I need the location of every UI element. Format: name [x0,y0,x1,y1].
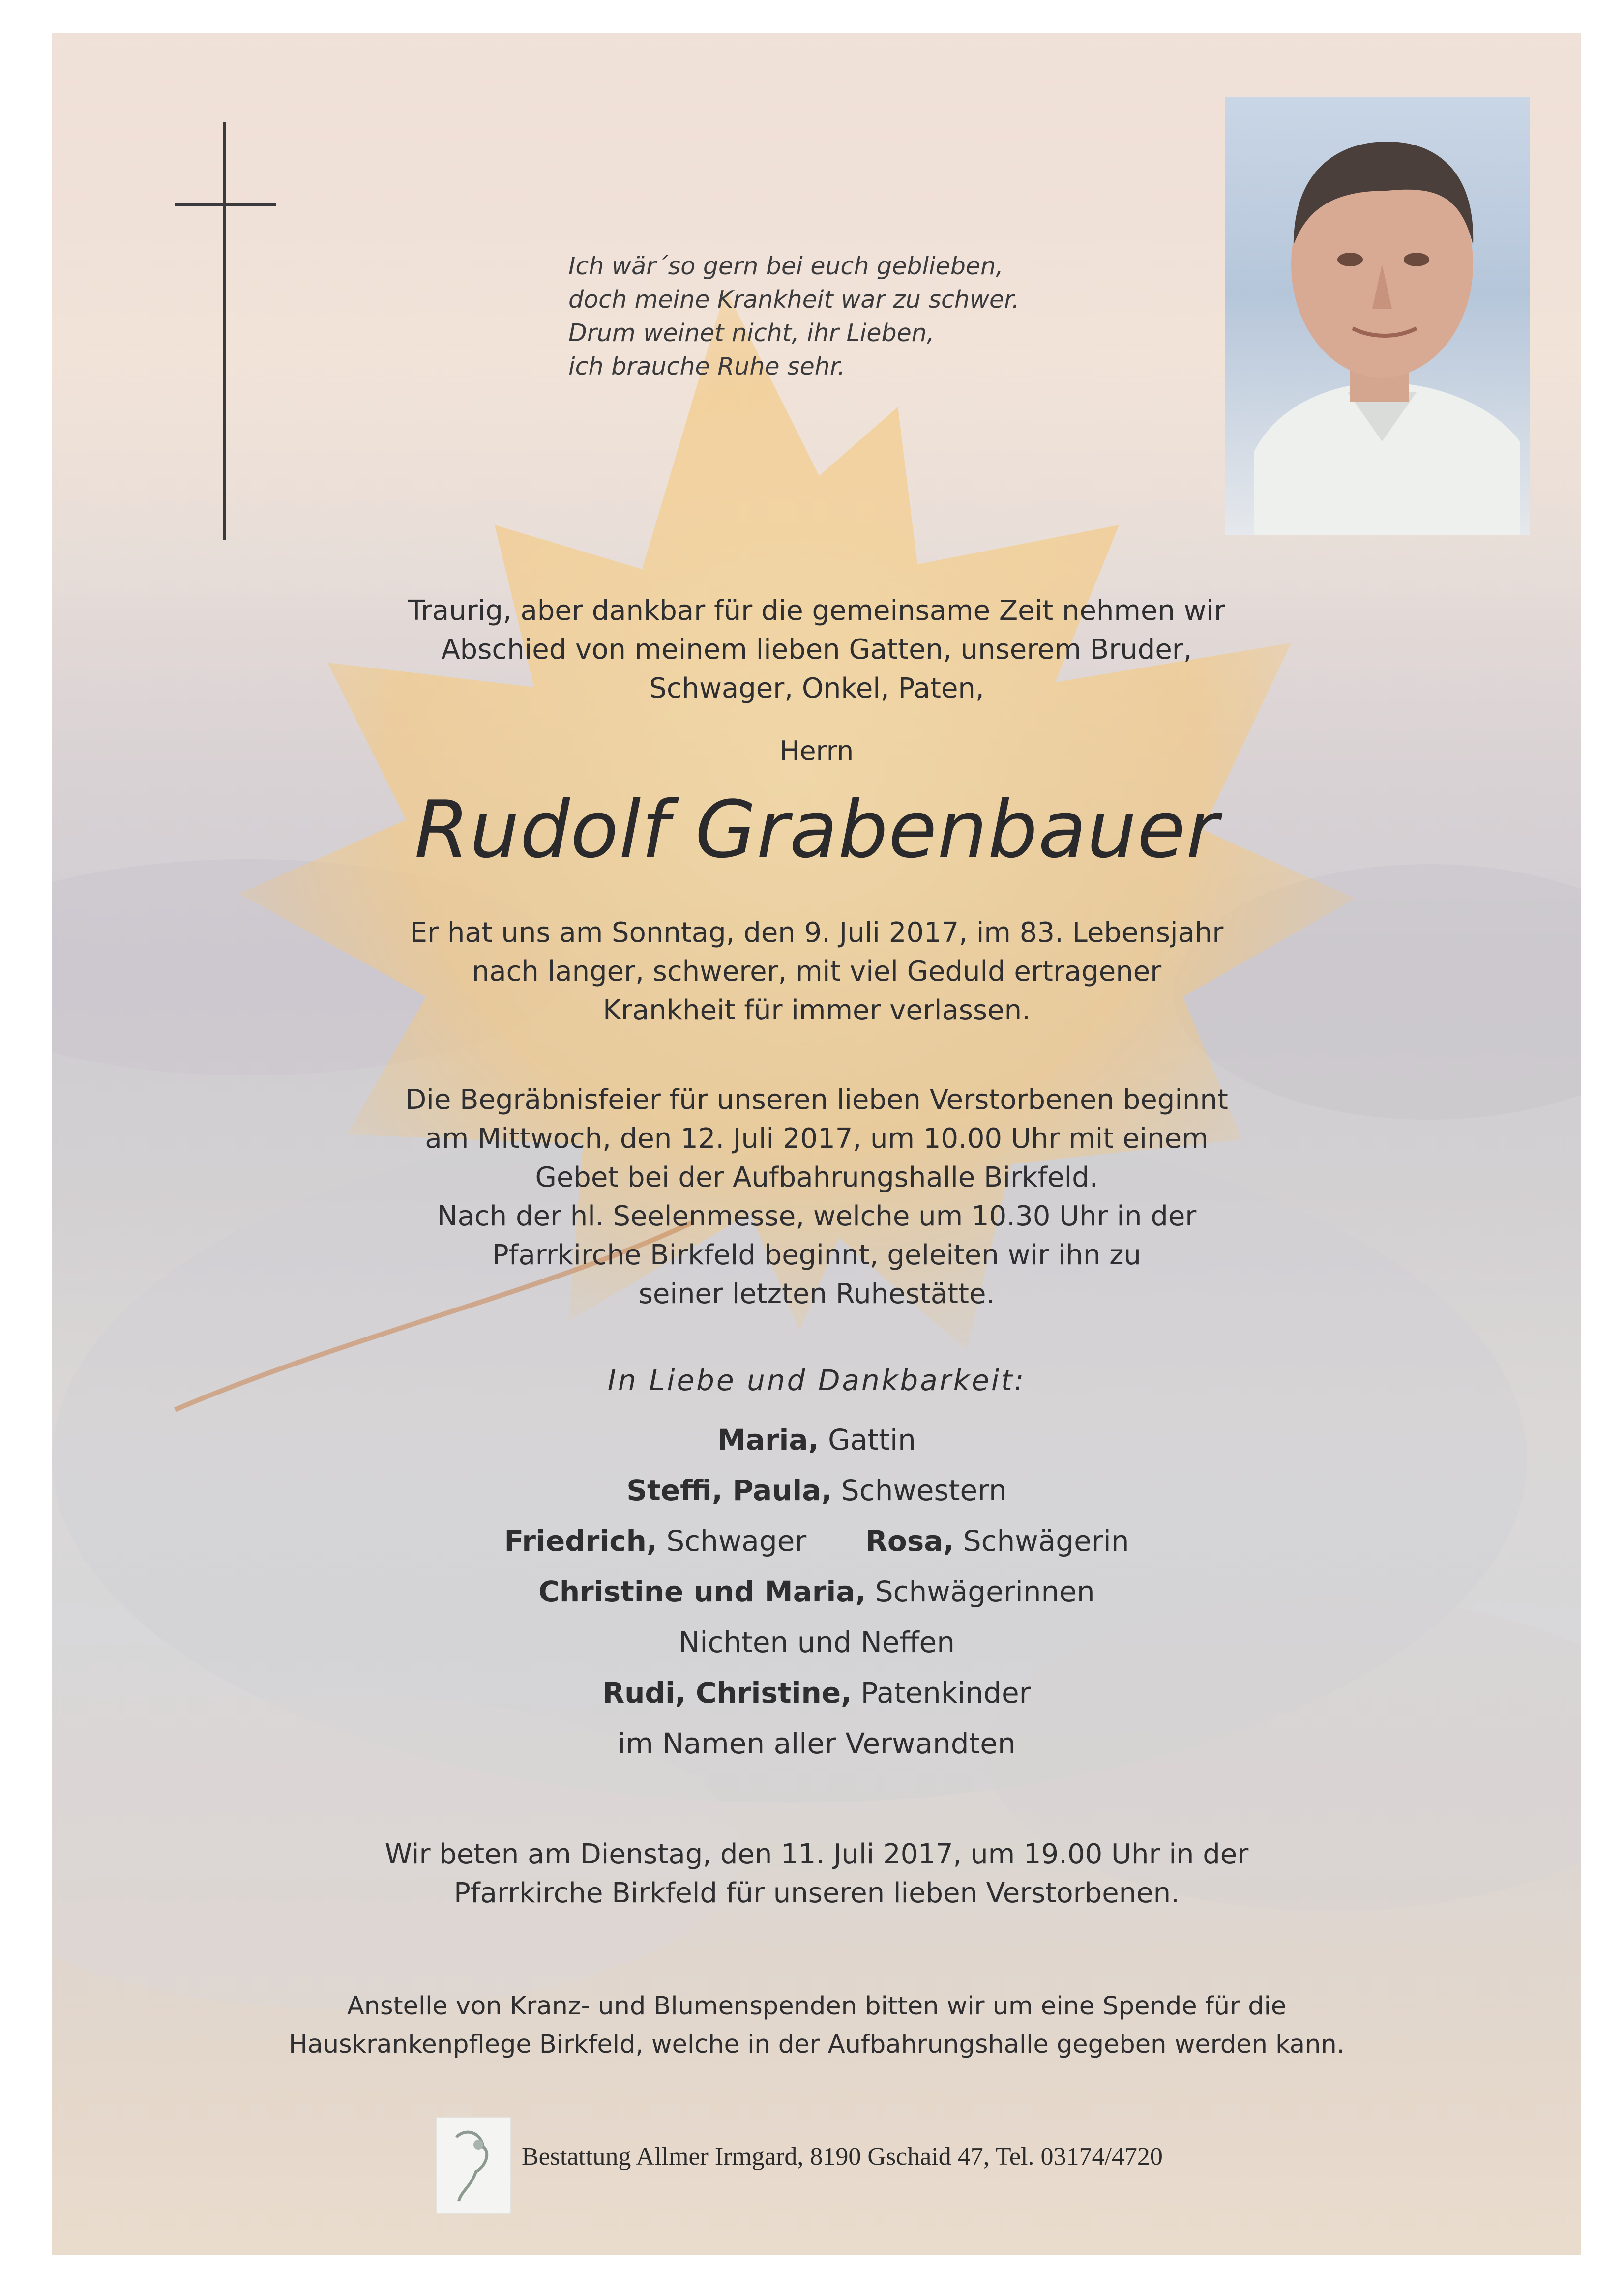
donation-line: Hauskrankenpflege Birkfeld, welche in der Aufbahrungshalle gegeben werden kann. [289,2030,1345,2059]
death-notice-line: Er hat uns am Sonntag, den 9. Juli 2017, im 83. Lebensjahr [410,917,1224,949]
cross-icon [223,122,226,540]
funeral-line: Nach der hl. Seelenmesse, welche um 10.30 Uhr in der [437,1200,1197,1232]
prayer-line: Wir beten am Dienstag, den 11. Juli 2017, um 19.00 Uhr in der [384,1838,1249,1870]
prayer-notice [52,1835,1581,1913]
poem-line: Drum weinet nicht, ihr Lieben, [568,319,935,347]
family-row-in-laws: Friedrich, Schwager Rosa, Schwägerin [504,1524,1129,1558]
poem-line: doch meine Krankheit war zu schwer. [568,286,1020,314]
funeral-line: seiner letzten Ruhestätte. [638,1278,995,1310]
funeral-line: Gebet bei der Aufbahrungshalle Birkfeld. [535,1162,1098,1193]
funeral-home-info: Bestattung Allmer Irmgard, 8190 Gschaid 47, Tel. 03174/4720 [522,2143,1163,2171]
intro-line: Traurig, aber dankbar für die gemeinsame Zeit nehmen wir [408,595,1226,627]
obituary-card [52,33,1581,2255]
family-row-godchildren: Rudi, Christine, Patenkinder [602,1676,1031,1710]
poem-line: ich brauche Ruhe sehr. [568,352,846,380]
funeral-home-logo [436,2117,511,2214]
family-row-nieces: Nichten und Neffen [678,1626,955,1659]
cross-icon-bar [175,203,276,206]
poem-line: Ich wär´so gern bei euch geblieben, [568,252,1004,280]
family-list [52,1415,1581,1769]
intro-text [52,591,1581,708]
family-row-relatives: im Namen aller Verwandten [618,1727,1016,1760]
portrait-photo [1225,97,1530,535]
funeral-line: Die Begräbnisfeier für unseren lieben Verstorbenen beginnt [405,1084,1228,1116]
donation-notice [52,1987,1581,2064]
family-row-sisters-in-law: Christine und Maria, Schwägerinnen [538,1575,1095,1608]
deceased-name: Rudolf Grabenbauer [414,784,1219,875]
death-notice [52,913,1581,1030]
death-notice-line: nach langer, schwerer, mit viel Geduld ertragener [472,956,1162,988]
family-row-sisters: Steffi, Paula, Schwestern [626,1474,1007,1507]
funeral-line: Pfarrkirche Birkfeld beginnt, geleiten wir ihn zu [492,1239,1142,1271]
family-row-wife: Maria, Gattin [717,1423,916,1456]
intro-line: Abschied von meinem lieben Gatten, unserem Bruder, [441,634,1192,666]
intro-line: Schwager, Onkel, Paten, [649,672,984,704]
funeral-line: am Mittwoch, den 12. Juli 2017, um 10.00 Uhr mit einem [425,1123,1209,1155]
thanks-heading: In Liebe und Dankbarkeit: [607,1364,1026,1397]
poem [568,250,1183,383]
prayer-line: Pfarrkirche Birkfeld für unseren lieben Verstorbenen. [454,1877,1180,1909]
donation-line: Anstelle von Kranz- und Blumenspenden bitten wir um eine Spende für die [347,1992,1287,2021]
salutation: Herrn [779,735,854,766]
death-notice-line: Krankheit für immer verlassen. [603,994,1031,1026]
funeral-details [52,1080,1581,1313]
